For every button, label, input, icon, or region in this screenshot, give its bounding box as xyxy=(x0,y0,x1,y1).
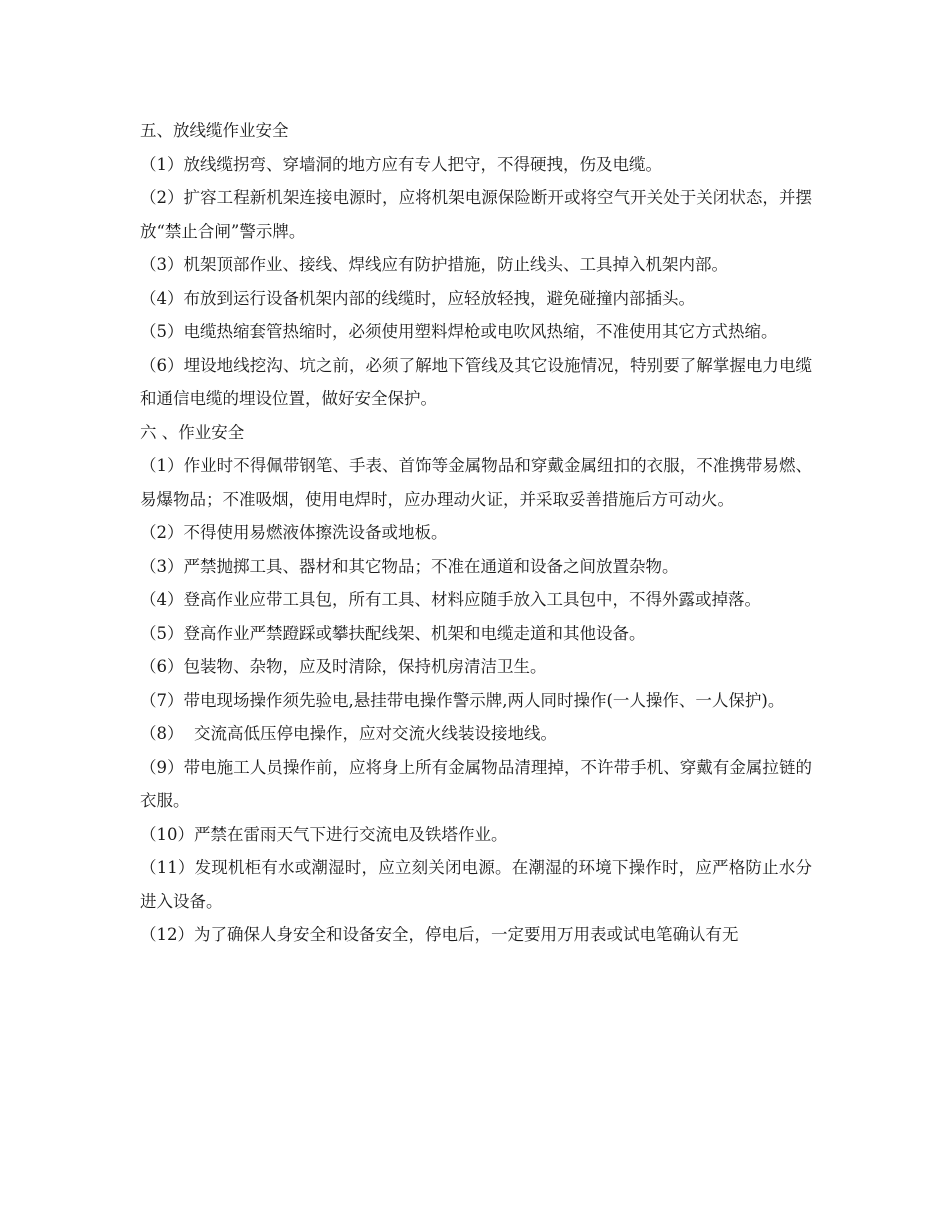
section-heading-cable-laying: 五、放线缆作业安全 xyxy=(140,121,289,140)
paragraph-item: （1）放线缆拐弯、穿墙洞的地方应有专人把守，不得硬拽，伤及电缆。 xyxy=(140,154,662,174)
paragraph-item: （7）带电现场操作须先验电,悬挂带电操作警示牌,两人同时操作(一人操作、一人保护)。 xyxy=(140,690,785,710)
section-heading-work-safety: 六 、作业安全 xyxy=(140,422,245,442)
paragraph-item: （4）布放到运行设备机架内部的线缆时，应轻放轻拽，避免碰撞内部插头。 xyxy=(140,288,695,308)
paragraph-item: （8） 交流高低压停电操作，应对交流火线装设接地线。 xyxy=(140,724,557,743)
paragraph-item: （12）为了确保人身安全和设备安全，停电后，一定要用万用表或试电笔确认有无 xyxy=(140,925,739,944)
document-body xyxy=(140,114,812,952)
paragraph-item: （10）严禁在雷雨天气下进行交流电及铁塔作业。 xyxy=(140,824,508,844)
paragraph-item: （2）不得使用易燃液体擦洗设备或地板。 xyxy=(140,523,448,542)
paragraph-item: （2）扩容工程新机架连接电源时，应将机架电源保险断开或将空气开关处于关闭状态，并摆放“禁止合闸”警示牌。 xyxy=(140,188,812,241)
paragraph-item: （3）严禁抛掷工具、器材和其它物品；不准在通道和设备之间放置杂物。 xyxy=(140,556,679,576)
paragraph-item: （9）带电施工人员操作前，应将身上所有金属物品清理掉，不许带手机、穿戴有金属拉链的衣服。 xyxy=(140,757,812,810)
paragraph-item: （6）埋设地线挖沟、坑之前，必须了解地下管线及其它设施情况，特别要了解掌握电力电缆和通信电缆的埋设位置，做好安全保护。 xyxy=(140,355,812,408)
paragraph-item: （5）登高作业严禁蹬踩或攀扶配线架、机架和电缆走道和其他设备。 xyxy=(140,623,646,643)
paragraph-item: （5）电缆热缩套管热缩时，必须使用塑料焊枪或电吹风热缩，不准使用其它方式热缩。 xyxy=(140,322,778,341)
paragraph-item: （6）包装物、杂物，应及时清除，保持机房清洁卫生。 xyxy=(140,657,547,676)
paragraph-item: （11）发现机柜有水或潮湿时，应立刻关闭电源。在潮湿的环境下操作时，应严格防止水分进入设备。 xyxy=(140,858,812,911)
paragraph-item: （1）作业时不得佩带钢笔、手表、首饰等金属物品和穿戴金属纽扣的衣服，不准携带易燃、易爆物品；不准吸烟，使用电焊时，应办理动火证，并采取妥善措施后方可动火。 xyxy=(140,456,812,509)
paragraph-item: （3）机架顶部作业、接线、焊线应有防护措施，防止线头、工具掉入机架内部。 xyxy=(140,255,728,274)
paragraph-item: （4）登高作业应带工具包，所有工具、材料应随手放入工具包中，不得外露或掉落。 xyxy=(140,590,761,609)
